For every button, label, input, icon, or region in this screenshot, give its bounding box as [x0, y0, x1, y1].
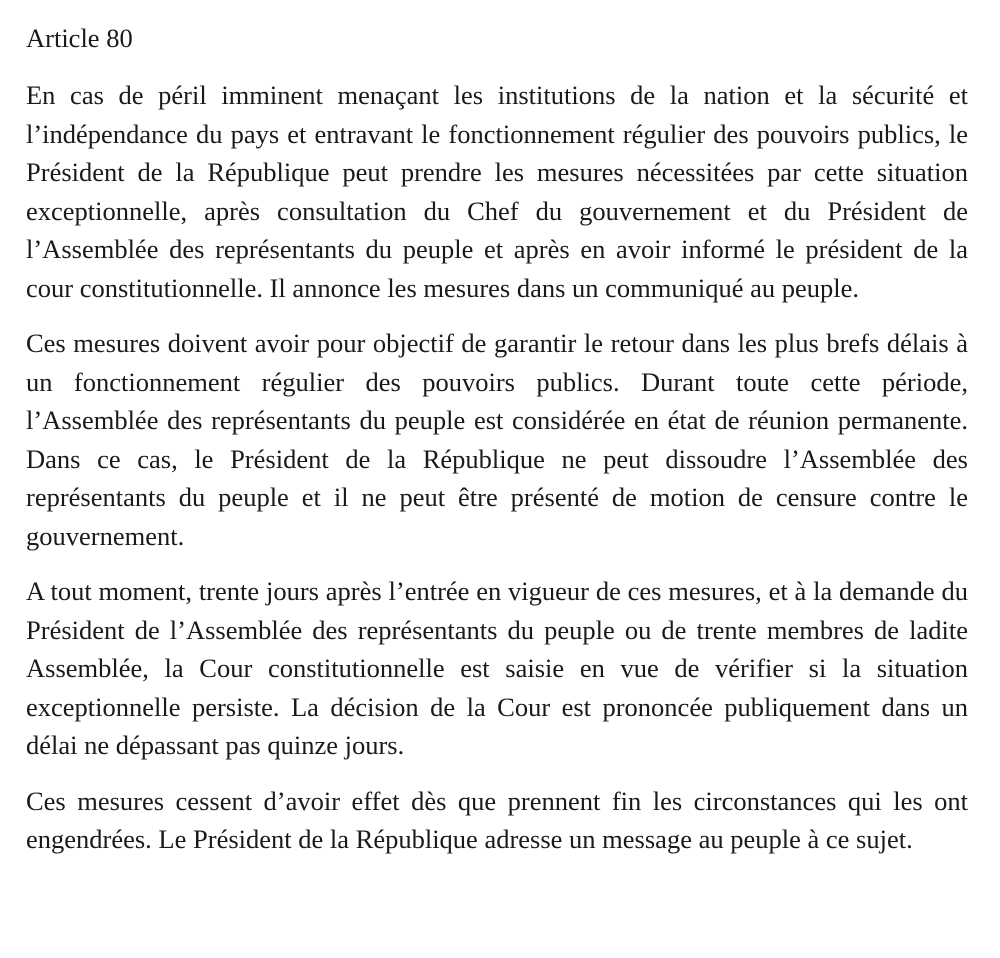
- paragraph: En cas de péril imminent menaçant les institutions de la nation et la sécurité et l’indépendance du pays et entravant le fonctionnement régulier des pouvoirs publics, le Président de la République peut prendre les mesures nécessitées par cette situation exceptionnelle, après consultation du Chef du gouvernement et du Président de l’Assemblée des représentants du peuple et après en avoir informé le président de la cour constitutionnelle. Il annonce les mesures dans un communiqué au peuple.: [26, 80, 968, 303]
- paragraph: Ces mesures cessent d’avoir effet dès que prennent fin les circonstances qui les ont engendrées. Le Président de la République adresse un message au peuple à ce sujet.: [26, 785, 968, 854]
- paragraph: A tout moment, trente jours après l’entrée en vigueur de ces mesures, et à la demande du Président de l’Assemblée des représentants du peuple ou de trente membres de ladite Assemblée, la Cour constitutionnelle est saisie en vue de vérifier si la situation exceptionnelle persiste. La décision de la Cour est prononcée publiquement dans un délai ne dépassant pas quinze jours.: [26, 576, 968, 760]
- document-body: [26, 18, 968, 859]
- article-heading: Article 80: [26, 23, 133, 53]
- paragraph: Ces mesures doivent avoir pour objectif de garantir le retour dans les plus brefs délais à un fonctionnement régulier des pouvoirs publics. Durant toute cette période, l’Assemblée des représentants du peuple est considérée en état de réunion permanente. Dans ce cas, le Président de la République ne peut dissoudre l’Assemblée des représentants du peuple et il ne peut être présenté de motion de censure contre le gouvernement.: [26, 328, 968, 551]
